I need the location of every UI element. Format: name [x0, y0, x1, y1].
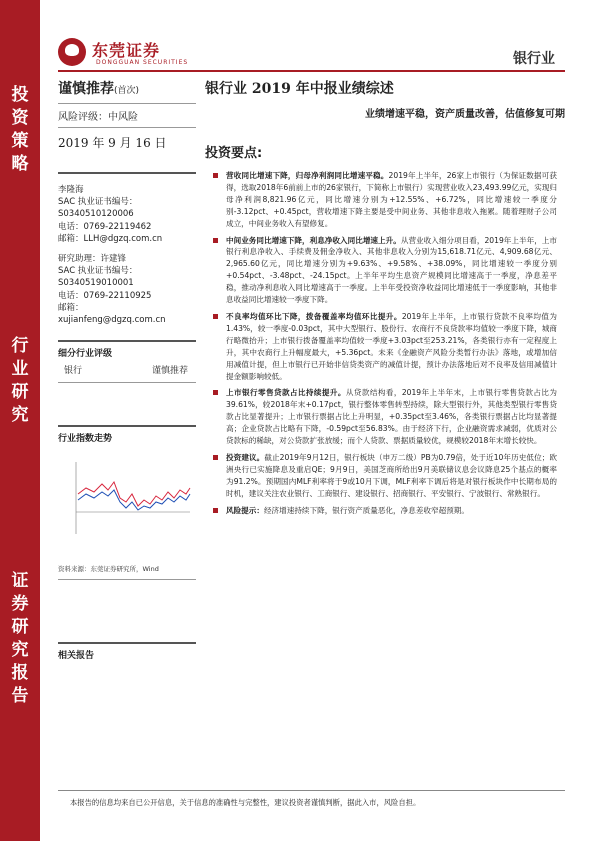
logo-text-cn: 东莞证券 — [92, 41, 161, 60]
chart-title: 行业指数走势 — [58, 434, 113, 445]
risk-rating: 风险评级：中风险 — [58, 112, 138, 123]
divider — [58, 425, 196, 427]
analyst-cert: S0340510120006 — [58, 209, 134, 220]
logo-text-en: DONGGUAN SECURITIES — [96, 59, 189, 66]
key-point-lead: 中间业务同比增速下降，利息净收入同比增速上升。 — [226, 235, 401, 245]
report-header — [205, 78, 565, 120]
key-point — [212, 387, 557, 447]
key-point-body: 从贷款结构看，2019年上半年末，上市银行零售贷款占比为39.61%，较2018年末+0.17pct，银行整体零售转型持续，除大型银行外，其他类型银行零售贷款占比显著提升；上市银行票据占比上升明显，+0.35pct至3.46%，各类银行票据占比均显著提高；企业贷款占比略有下降，-0.59pct至56.83%。由于经济下行，企业融资需求减弱，优质对公贷款标的稀缺，对公贷款扩张放缓；而个人贷款、票据质量较优，规模较2018年末增长较快。 — [226, 388, 557, 446]
key-point-body: 从营业收入细分项目看，2019年上半年，上市银行利息净收入、手续费及佣金净收入、其他非息收入分别为15,618.71亿元、4,909.68亿元、2,965.60亿元，同比增速分别为+9.63%、+9.58%、+38.09%，同比增速较一季度分别+0.54pct、-3.48pct、-24.15pct。上半年平均生息资产规模同比增速高于一季度，净息差平稳，推动净利息收入同比增速高于一季度。上半年受投资净收益同比增速低于一季度影响，其他非息收益同比增速较一季度下降。 — [226, 235, 557, 305]
analyst-phone: 电话：0769-22119462 — [58, 221, 152, 232]
series-industry-line — [78, 482, 190, 506]
company-logo — [58, 38, 198, 68]
assistant-cert-label: SAC 执业证书编号： — [58, 266, 138, 277]
left-sidebar — [0, 0, 40, 841]
key-points-list — [212, 170, 557, 521]
report-subtitle: 业绩增速平稳，资产质量改善，估值修复可期 — [365, 109, 565, 120]
key-point — [212, 505, 557, 517]
sub-rating-industry: 银行 — [64, 366, 83, 377]
key-points-title: 投资要点: — [205, 146, 263, 161]
header-divider — [58, 70, 565, 72]
assistant-email-label: 邮箱： — [58, 302, 84, 313]
report-date: 2019 年 9 月 16 日 — [58, 136, 167, 150]
key-point — [212, 452, 557, 500]
report-title: 银行业 2019 年中报业绩综述 — [205, 81, 394, 97]
divider — [58, 172, 196, 174]
key-point-body: 经济增速持续下降，银行资产质量恶化，净息差收窄超预期。 — [263, 505, 469, 515]
assistant-cert: S0340519010001 — [58, 278, 134, 289]
divider — [58, 127, 196, 128]
sidebar-label-securities-research-report: 证 券 研 究 报 告 — [11, 571, 29, 706]
key-point-body: 截止2019年9月12日，银行板块（申万二级）PB为0.79倍，处于近10年历史低位；欧洲央行已实施降息及重启QE；9月9日，美国芝商所给出9月美联储议息会议降息25个基点的概率为91.2%。预期国内MLF利率将于9或10月下调，MLF利率下调后将是对银行板块作中长期布局的时机，建议关注农业银行、工商银行、建设银行、招商银行、平安银行、宁波银行、常熟银行。 — [226, 452, 557, 498]
divider — [58, 382, 196, 383]
key-point-lead: 营收同比增速下降，归母净利润同比增速平稳。 — [226, 171, 389, 180]
key-point-body: 2019年上半年，26家上市银行（为保证数据可获得，选取2018年6前前上市的26家银行，下简称上市银行）实现营业收入23,493.99亿元，实现归母净利润8,821.96亿元，同比增速分别为+12.55%、+6.72%，同比增速较一季度分别-3.12pct、+0.45pct，营收增速下降主要是受中间业务、其他非息收入拖累。随着理财子公司成立，中间业务收入有望修复。 — [226, 171, 557, 228]
divider — [58, 103, 196, 104]
sub-rating-value: 谨慎推荐 — [151, 366, 188, 377]
sidebar-label-investment-strategy: 投 资 策 略 — [11, 85, 29, 174]
industry-name: 银行业 — [513, 51, 555, 67]
sub-rating-title: 细分行业评级 — [58, 349, 113, 360]
analyst-info — [58, 184, 196, 326]
key-point — [212, 170, 557, 230]
key-point-body: 2019年上半年，上市银行贷款不良率均值为1.43%，较一季度-0.03pct，其中大型银行、股份行、农商行不良贷款率均值较一季度下降，城商行略微抬升；上市银行拨备覆盖率均值较一季度+3.03pct至253.21%，各类银行亦有一定程度上升，其中农商行上升幅度最大，+5.36pct。未来《金融资产风险分类暂行办法》落地，或增加信用减值计提，但上市银行已开始非信贷类资产的减值计提，预计办法落地后对不良率及信用减值计提金额影响较低。 — [226, 311, 557, 381]
divider — [58, 579, 196, 580]
index-trend-svg — [58, 444, 196, 556]
key-point-lead: 上市银行零售贷款占比持续提升。 — [226, 388, 346, 398]
left-info-column — [58, 78, 196, 661]
index-trend-chart — [58, 444, 196, 564]
divider — [58, 340, 196, 342]
footer-divider — [58, 790, 565, 791]
divider — [58, 642, 196, 644]
assistant-phone: 电话：0769-22110925 — [58, 290, 152, 301]
analyst-email[interactable]: 邮箱：LLH@dgzq.com.cn — [58, 233, 163, 244]
assistant-name: 研究助理：许建锋 — [58, 254, 127, 265]
analyst-name: 李隆海 — [58, 185, 84, 195]
key-point — [212, 235, 557, 306]
key-point-lead: 不良率均值环比下降，拨备覆盖率均值环比提升。 — [226, 311, 402, 321]
key-point-lead: 投资建议。 — [226, 452, 265, 462]
series-benchmark-line — [78, 490, 190, 510]
key-point — [212, 311, 557, 382]
footer-disclaimer: 本报告的信息均来自已公开信息，关于信息的准确性与完整性，建议投资者谨慎判断，据此入市，风险自担。 — [70, 798, 421, 807]
logo-icon — [58, 38, 86, 66]
chart-source: 资料来源：东莞证券研究所，Wind — [58, 565, 159, 574]
sidebar-label-industry-research: 行 业 研 究 — [11, 336, 29, 425]
related-reports-title: 相关报告 — [58, 651, 95, 662]
investment-rating: 谨慎推荐(首次) — [58, 81, 140, 97]
key-point-lead: 风险提示： — [226, 505, 264, 515]
analyst-cert-label: SAC 执业证书编号： — [58, 197, 138, 208]
sub-rating-row — [58, 359, 196, 376]
assistant-email[interactable]: xujianfeng@dgzq.com.cn — [58, 315, 166, 326]
